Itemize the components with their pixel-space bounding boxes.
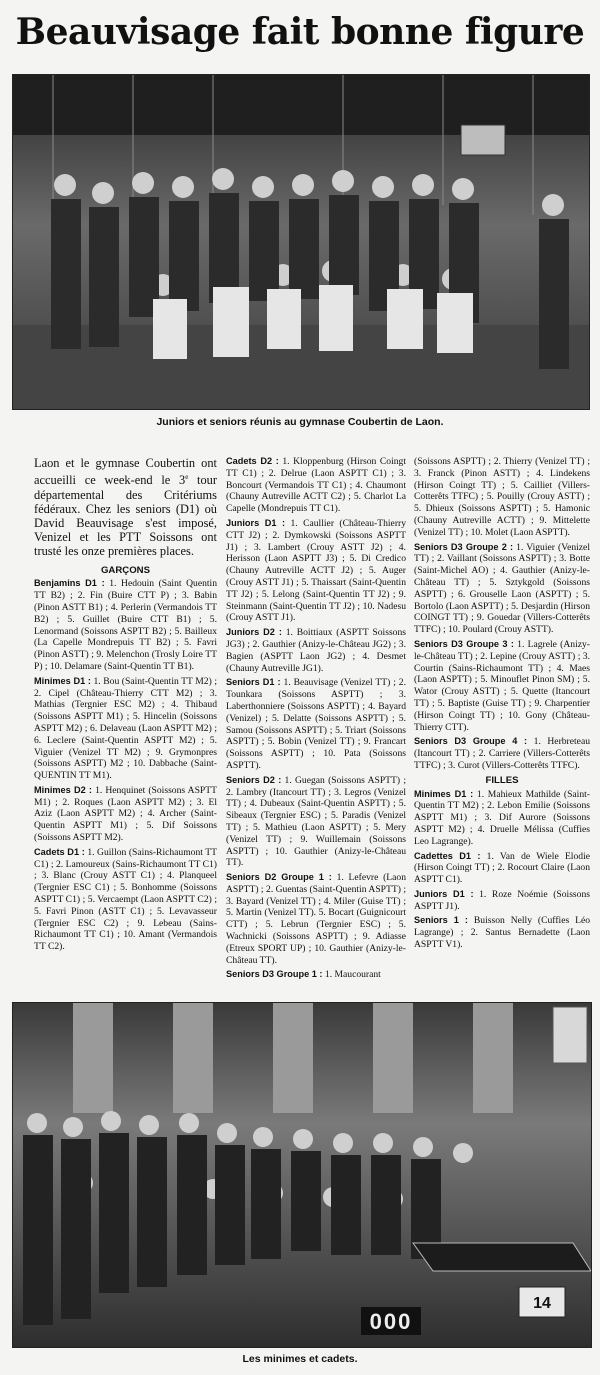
result-text: Buisson Nelly (Cuffies Léo Lagrange) ; 2. Santus Bernadette (Laon ASPTT V1). (414, 915, 590, 951)
result-text: 1. Guillon (Sains-Richaumont TT C1) ; 2. Lamoureux (Sains-Richaumont TT C1) ; 3. Blanc (Crouy ASTT C1) ; 4. Planqueel (Tergnier ESC C1) ; 5. Bonhomme (Soissons ASPTT C1) ; 5. Vercaempt (Laon ASPTT C2) ; 5. Favri Pinon (ASTT C1) ; 5. Levavasseur (Tergnier ESC C2) ; 9. Lebeau (Sains-Richaumont TT C1) ; 10. Amant (Vermandois TT C2). (34, 846, 217, 953)
result-text: 1. Hedouin (Saint Quentin TT B2) ; 2. Fin (Buire CTT P) ; 3. Babin (Pinon ASTT B1) ; 4. Perlerin (Vermandois TT B2) ; 5. Guillet (Buire CTT B1) ; 5. Lenormand (Soissons ASPTT B2) ; 5. Bailleux (La Capelle Mondrepuis TT B2) ; 5. Favri (Pinon ASTT) ; 9. Melenchon (Trosly Loire TT P) ; 10. Delamare (Saint-Quentin TT B1). (34, 578, 217, 672)
result-text: 1. Viguier (Venizel TT) ; 2. Vaillant (Soissons ASPTT) ; 3. Botte (Saint-Michel AO) ; 4. Gauthier (Anizy-le-Château TT) ; 5. Sztykgold (Soissons ASPTT) ; 6. Grouselle Laon (ASPTT) ; 5. Bortolo (Laon ASPTT) ; 5. Desjardin (Hirson COINGT TT) ; 9. Gouedar (Villers-Cotterêts TTFC) ; 10. Poulard (Crouy ASTT). (414, 541, 590, 636)
photo2-caption: Les minimes et cadets. (242, 1353, 358, 1365)
category-label: Seniors D3 Groupe 2 : (414, 541, 514, 552)
group-photo-image (13, 1003, 591, 1347)
column-3 (414, 456, 590, 996)
result-paragraph (226, 872, 406, 966)
result-paragraph (414, 542, 590, 636)
category-label: Seniors D1 : (226, 677, 281, 688)
column-2 (226, 456, 406, 996)
lead-sup: e (185, 473, 189, 482)
result-paragraph (414, 889, 590, 913)
result-paragraph (226, 456, 406, 515)
result-text: 1. Beauvisage (Venizel TT) ; 2. Tounkara (Soissons ASPTT) ; 3. Laberthonniere (Soissons ASPTT) ; 4. Bayard (Venizel) ; 5. Delatte (Soissons ASPTT) ; 5. Samou (Soissons ASPTT) ; 5. Triart (Soissons ASPTT) ; 5. Bobin (Venizel TT) ; 9. Francart (Soissons ASPTT) ; 10. Pata (Soissons ASPTT). (226, 677, 406, 771)
result-paragraph (414, 915, 590, 950)
category-label: Seniors D3 Groupe 3 : (414, 638, 514, 649)
lead-text-2: tour départemental des Critériums fédéraux. Chez les seniors (D1) où David Beauvisage s'est imposé, Venizel et les PTT Soissons ont trusté les onze premières places. (34, 473, 217, 559)
scoreboard-digits: 000 (369, 1309, 413, 1334)
category-label: Juniors D2 : (226, 627, 282, 638)
result-text: 1. Van de Wiele Elodie (Hirson Coingt TT) ; 2. Rocourt Claire (Laon ASPTT C1). (414, 850, 590, 886)
result-text: 1. Caullier (Château-Thierry CTT J2) ; 2. Dymkowski (Soissons ASPTT J1) ; 3. Lambert (Crouy ASTT J2) ; 4. Herisson (Laon ASPTT J3) ; 5. Di Credico (Chauny Autreville ACTT J2) ; 5. Auger (Crouy ASTT J1) ; 5. Thaissart (Saint-Quentin TT J2) ; 5. Lelong (Saint-Quentin TT J2) ; 9. Steinmann (Saint-Quentin TT J2) ; 10. Nadesu (Crouy ASTT J1). (226, 517, 406, 624)
result-paragraph (414, 639, 590, 733)
result-text: (Soissons ASPTT) ; 2. Thierry (Venizel TT) ; 3. Franck (Pinon ASTT) ; 4. Lindekens (Hirson Coingt TT) ; 5. Cailliet (Villers-Cotterêts TTFC) ; 5. Pouilly (Crouy ASTT) ; 5. Dhieux (Soissons ASPTT) ; 5. Hamonic (Chauny Autreville ACTT) ; 9. Mittelette (Venizel TT) ; 10. Molet (Laon ASPTT). (414, 456, 590, 538)
category-label: Minimes D1 : (34, 675, 91, 686)
result-text: 1. Maucourant (322, 969, 381, 981)
result-paragraph (34, 785, 217, 844)
category-label: Cadets D2 : (226, 456, 279, 466)
category-label: Cadettes D1 : (414, 850, 481, 861)
category-label: Seniors D3 Groupe 1 : (226, 969, 323, 980)
lead-text-1: Laon et le gymnase Coubertin ont accueilli ce week-end le 3 (34, 456, 217, 488)
photo1-caption: Juniors et seniors réunis au gymnase Coubertin de Laon. (156, 416, 444, 428)
result-text: 1. Lefevre (Laon ASPTT) ; 2. Guentas (Saint-Quentin ASPTT) ; 3. Bayard (Venizel TT) ; 4. Miler (Guise TT) ; 5. Martin (Venizel TT). 5. Bocart (Guignicourt CTT) ; 5. Lebrun (Tergnier ESC) ; 5. Wachnicki (Soissons ASPTT) ; 9. Adiasse (Etreux SPORT UP) ; 10. Gauthier (Anizy-le-Château TT). (226, 872, 406, 966)
photo-juniors-seniors (12, 74, 590, 410)
result-text: 1. Guegan (Soissons ASPTT) ; 2. Lambry (Itancourt TT) ; 3. Legros (Venizel TT) ; 4. Dubeaux (Saint-Quentin ASPTT) ; 5. Sibeaux (Tergnier ESC) ; 5. Paradis (Venizel TT) ; 5. Mathieu (Laon ASPTT) ; 5. Mery (Venizel TT) ; 9. Wuillemain (Soissons ASPTT) ; 10. Gauthier (Anizy-le-Château TT). (226, 774, 406, 869)
table-number: 14 (533, 1295, 551, 1312)
group-photo-image (13, 75, 589, 409)
column-1 (34, 456, 217, 996)
result-paragraph (226, 518, 406, 624)
result-text: 1. Henquinet (Soissons ASPTT M1) ; 2. Roques (Laon ASPTT M2) ; 3. El Aziz (Laon ASPTT M2) ; 4. Archer (Saint-Quentin ASPTT M1) ; 5. Dif Soissons (Soissons ASPTT M2). (34, 784, 217, 844)
category-label: Seniors D3 Groupe 4 : (414, 736, 528, 747)
category-label: Juniors D1 : (226, 517, 286, 528)
result-paragraph (414, 851, 590, 886)
headline: Beauvisage fait bonne figure (15, 11, 585, 53)
result-text: 1. Lagrele (Anizy-le-Château TT) ; 2. Lepine (Crouy ASTT) ; 3. Courtin (Sains-Richaumont TT) ; 4. Maes (Laon ASPTT) ; 5. Minouflet Pinon SM) ; 5. Wator (Crouy ASTT) ; 5. Quette (Itancourt TT) ; 5. Baptiste (Guise TT) ; 9. Charpentier (Hirson Coingt TT) ; 10. Gony (Château-Thierry CTT). (414, 638, 590, 733)
category-label: Seniors D2 Groupe 1 : (226, 872, 332, 883)
category-label: Juniors D1 : (414, 888, 474, 899)
result-paragraph (414, 736, 590, 771)
result-text: 1. Boittiaux (ASPTT Soissons JG3) ; 2. Gauthier (Anizy-le-Château JG2) ; 3. Bagien (ASPTT Laon JG2) ; 4. Desmet (Chauny Autreville JG1). (226, 627, 406, 674)
category-label: Minimes D1 : (414, 788, 474, 799)
category-label: Seniors 1 : (414, 915, 468, 926)
category-label: Cadets D1 : (34, 846, 85, 857)
result-text: 1. Kloppenburg (Hirson Coingt TT C1) ; 2. Delrue (Laon ASPTT C1) ; 3. Boncourt (Vermandois TT C1) ; 4. Chaumont (Chauny Autreville ACTT C2) ; 5. Charlot La Capelle (Mondrepuis TT C1). (226, 456, 406, 515)
result-paragraph (226, 677, 406, 771)
garcons-heading: GARÇONS (100, 564, 151, 576)
category-label: Minimes D2 : (34, 784, 92, 795)
photo-minimes-cadets (12, 1002, 592, 1348)
result-text: 1. Bou (Saint-Quentin TT M2) ; 2. Cipel (Château-Thierry CTT M2) ; 3. Mathias (Tergnier ESC M2) ; 4. Thibaud (Soissons ASPTT M1) ; 5. Hincelin (Soissons ASPTT M2) ; 6. Delaveau (Laon ASPTT M2) ; 6. Leclere (Saint-Quentin ASPTT M2) ; 5. Viguier (Venizel TT M2) ; 9. Grymonpres (Soissons ASPTT) M2 ; 10. Dabbache (Saint-QUENTIN TT M1). (34, 675, 217, 782)
result-text: 1. Mahieux Mathilde (Saint-Quentin TT M2) ; 2. Lebon Emilie (Soissons ASPTT M1) ; 3. Dif Aurore (Soissons ASPTT M2) ; 4. Druelle Mélissa (Cuffies Leo Lagrange). (414, 788, 590, 847)
result-paragraph (226, 627, 406, 674)
result-paragraph (34, 676, 217, 782)
result-paragraph (226, 775, 406, 869)
filles-heading: FILLES (485, 774, 519, 786)
result-text: 1. Roze Noémie (Soissons ASPTT J1). (414, 888, 590, 912)
category-label: Seniors D2 : (226, 774, 282, 785)
category-label: Benjamins D1 : (34, 578, 105, 589)
result-paragraph (34, 578, 217, 672)
result-paragraph (226, 969, 406, 981)
result-paragraph (414, 789, 590, 848)
lead-paragraph (34, 456, 217, 559)
result-paragraph (414, 456, 590, 539)
result-paragraph (34, 847, 217, 953)
result-text: 1. Herbreteau (Itancourt TT) ; 2. Carriere (Villers-Cotterêts TTFC) ; 3. Curot (Villers-Cotterêts TTFC). (414, 736, 590, 771)
